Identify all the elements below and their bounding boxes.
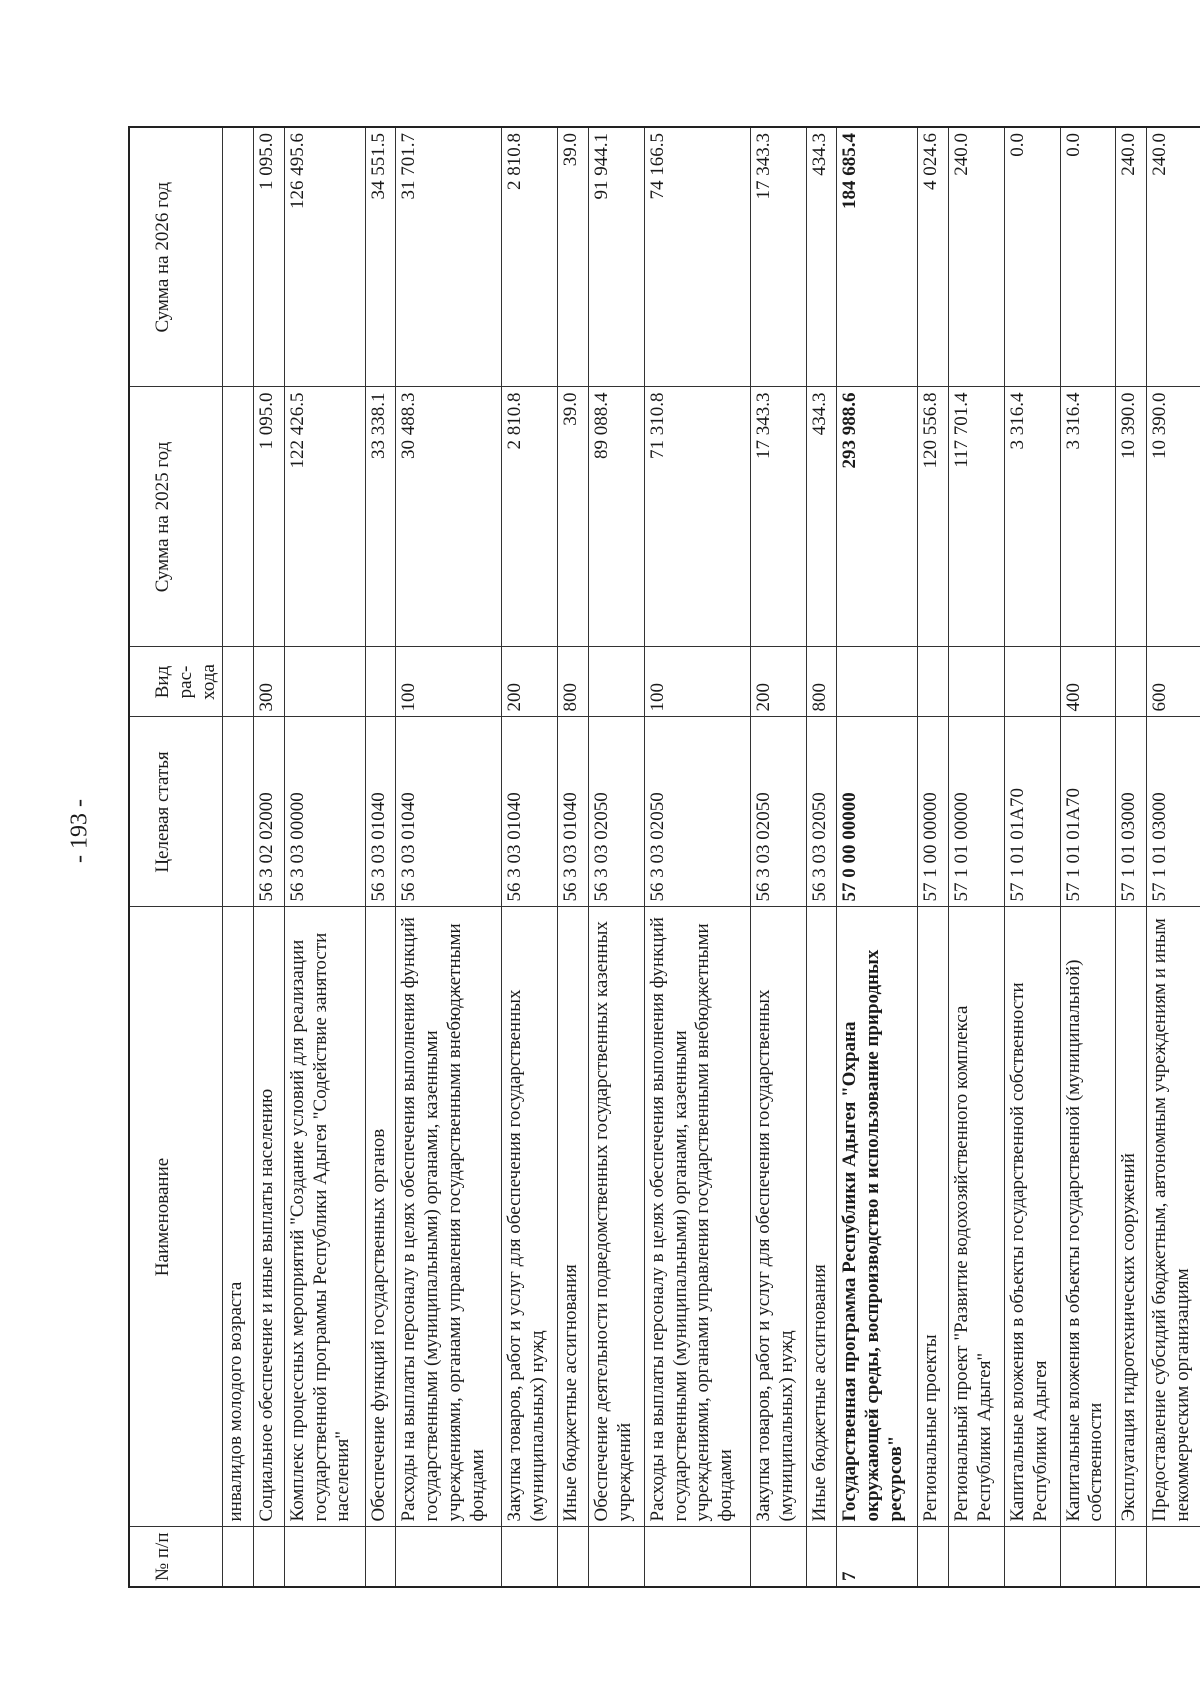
- row-target: 56 3 02 02000: [254, 717, 285, 907]
- row-sum-2026: 4 024.6: [918, 127, 949, 387]
- table-row: [948, 127, 1004, 1587]
- row-name: Капитальные вложения в объекты государственной собственности Республики Адыгея: [1004, 907, 1060, 1527]
- row-sum-2025: 71 310.8: [644, 387, 750, 647]
- row-sum-2026: 240.0: [1116, 127, 1147, 387]
- row-sum-2025: 17 343.3: [750, 387, 806, 647]
- header-num: № п/п: [129, 1527, 223, 1587]
- row-num: [396, 1527, 502, 1587]
- row-sum-2026: 39.0: [558, 127, 589, 387]
- row-expense-type: [588, 647, 644, 717]
- row-num: [223, 1527, 254, 1587]
- row-sum-2026: 434.3: [806, 127, 837, 387]
- row-target: 57 1 00 00000: [918, 717, 949, 907]
- table-header-row: [129, 127, 223, 1587]
- table-row: [837, 127, 918, 1587]
- row-name: Иные бюджетные ассигнования: [558, 907, 589, 1527]
- row-sum-2026: 1 095.0: [254, 127, 285, 387]
- row-name: Предоставление субсидий бюджетным, автономным учреждениям и иным некоммерческим организациям: [1146, 907, 1200, 1527]
- row-target: 57 1 01 03000: [1116, 717, 1147, 907]
- row-sum-2025: 3 316.4: [1004, 387, 1060, 647]
- row-target: 56 3 03 02050: [588, 717, 644, 907]
- row-expense-type: 200: [502, 647, 558, 717]
- budget-table: [128, 126, 1200, 1588]
- row-name: Расходы на выплаты персоналу в целях обеспечения выполнения функций государственными (муниципальными) органами, казенными учреждениями, органами управления государственными внебюджетными фондами: [644, 907, 750, 1527]
- row-target: 56 3 03 00000: [284, 717, 365, 907]
- row-num: [284, 1527, 365, 1587]
- row-num: [254, 1527, 285, 1587]
- row-sum-2025: 33 338.1: [365, 387, 396, 647]
- row-name: Обеспечение деятельности подведомственных государственных казенных учреждений: [588, 907, 644, 1527]
- table-row: [254, 127, 285, 1587]
- row-expense-type: 400: [1060, 647, 1116, 717]
- row-num: [1004, 1527, 1060, 1587]
- header-target: Целевая статья: [129, 717, 223, 907]
- row-sum-2026: 0.0: [1060, 127, 1116, 387]
- row-expense-type: 100: [396, 647, 502, 717]
- row-sum-2025: 1 095.0: [254, 387, 285, 647]
- row-sum-2026: 31 701.7: [396, 127, 502, 387]
- table-row: [284, 127, 365, 1587]
- row-sum-2025: 30 488.3: [396, 387, 502, 647]
- row-target: 56 3 03 01040: [558, 717, 589, 907]
- row-expense-type: 300: [254, 647, 285, 717]
- row-expense-type: [1004, 647, 1060, 717]
- row-sum-2025: 2 810.8: [502, 387, 558, 647]
- row-sum-2026: 74 166.5: [644, 127, 750, 387]
- row-num: [1116, 1527, 1147, 1587]
- row-sum-2026: 240.0: [948, 127, 1004, 387]
- row-name: Социальное обеспечение и иные выплаты населению: [254, 907, 285, 1527]
- row-sum-2025: 117 701.4: [948, 387, 1004, 647]
- row-num: [1146, 1527, 1200, 1587]
- row-sum-2026: 2 810.8: [502, 127, 558, 387]
- table-row: [1004, 127, 1060, 1587]
- row-sum-2025: 293 988.6: [837, 387, 918, 647]
- row-name: Государственная программа Республики Адыгея "Охрана окружающей среды, воспроизводство и использование природных ресурсов": [837, 907, 918, 1527]
- table-row: [750, 127, 806, 1587]
- header-sum-2025: Сумма на 2025 год: [129, 387, 223, 647]
- row-num: [918, 1527, 949, 1587]
- row-sum-2025: 10 390.0: [1116, 387, 1147, 647]
- table-row: [502, 127, 558, 1587]
- row-target: 57 1 01 01А70: [1060, 717, 1116, 907]
- table-row: [806, 127, 837, 1587]
- row-expense-type: [1116, 647, 1147, 717]
- table-row: [588, 127, 644, 1587]
- header-sum-2026: Сумма на 2026 год: [129, 127, 223, 387]
- table-row: [1060, 127, 1116, 1587]
- row-num: [1060, 1527, 1116, 1587]
- table-row: [1116, 127, 1147, 1587]
- row-sum-2026: 126 495.6: [284, 127, 365, 387]
- row-expense-type: 600: [1146, 647, 1200, 717]
- row-name: Региональный проект "Развитие водохозяйственного комплекса Республики Адыгея": [948, 907, 1004, 1527]
- table-row: [558, 127, 589, 1587]
- row-target: 57 1 01 01А70: [1004, 717, 1060, 907]
- row-name: Расходы на выплаты персоналу в целях обеспечения выполнения функций государственными (муниципальными) органами, казенными учреждениями, органами управления государственными внебюджетными фондами: [396, 907, 502, 1527]
- row-name: Эксплуатация гидротехнических сооружений: [1116, 907, 1147, 1527]
- row-target: 56 3 03 02050: [806, 717, 837, 907]
- row-expense-type: 200: [750, 647, 806, 717]
- row-name: инвалидов молодого возраста: [223, 907, 254, 1527]
- table-row: [644, 127, 750, 1587]
- row-sum-2025: 120 556.8: [918, 387, 949, 647]
- row-expense-type: 100: [644, 647, 750, 717]
- row-sum-2025: 89 088.4: [588, 387, 644, 647]
- row-num: [502, 1527, 558, 1587]
- row-expense-type: 800: [806, 647, 837, 717]
- row-sum-2025: 122 426.5: [284, 387, 365, 647]
- row-sum-2026: 184 685.4: [837, 127, 918, 387]
- row-expense-type: [918, 647, 949, 717]
- rotated-table-wrapper: [128, 128, 1200, 1588]
- row-sum-2025: 3 316.4: [1060, 387, 1116, 647]
- row-sum-2026: 34 551.5: [365, 127, 396, 387]
- row-target: 56 3 03 02050: [750, 717, 806, 907]
- row-sum-2026: [223, 127, 254, 387]
- row-target: [223, 717, 254, 907]
- row-sum-2025: 39.0: [558, 387, 589, 647]
- row-num: [588, 1527, 644, 1587]
- row-sum-2025: 10 390.0: [1146, 387, 1200, 647]
- row-target: 56 3 03 01040: [396, 717, 502, 907]
- row-expense-type: [223, 647, 254, 717]
- row-target: 57 1 01 03000: [1146, 717, 1200, 907]
- row-num: [806, 1527, 837, 1587]
- row-num: [750, 1527, 806, 1587]
- row-num: [948, 1527, 1004, 1587]
- header-expense-type: Вид рас-хода: [129, 647, 223, 717]
- row-sum-2026: 91 944.1: [588, 127, 644, 387]
- row-name: Закупка товаров, работ и услуг для обеспечения государственных (муниципальных) нужд: [502, 907, 558, 1527]
- row-sum-2026: 17 343.3: [750, 127, 806, 387]
- table-row: [223, 127, 254, 1587]
- row-expense-type: [284, 647, 365, 717]
- row-sum-2025: 434.3: [806, 387, 837, 647]
- row-name: Закупка товаров, работ и услуг для обеспечения государственных (муниципальных) нужд: [750, 907, 806, 1527]
- row-sum-2026: 240.0: [1146, 127, 1200, 387]
- row-target: 57 1 01 00000: [948, 717, 1004, 907]
- row-expense-type: [948, 647, 1004, 717]
- row-sum-2025: [223, 387, 254, 647]
- row-target: 56 3 03 01040: [365, 717, 396, 907]
- row-expense-type: [365, 647, 396, 717]
- header-name: Наименование: [129, 907, 223, 1527]
- row-num: [644, 1527, 750, 1587]
- row-target: 56 3 03 01040: [502, 717, 558, 907]
- row-name: Комплекс процессных мероприятий "Создание условий для реализации государственной программы Республики Адыгея "Содействие занятости населения": [284, 907, 365, 1527]
- row-name: Региональные проекты: [918, 907, 949, 1527]
- row-sum-2026: 0.0: [1004, 127, 1060, 387]
- table-row: [1146, 127, 1200, 1587]
- row-num: [365, 1527, 396, 1587]
- page-number: - 193 -: [66, 799, 93, 863]
- table-row: [396, 127, 502, 1587]
- row-name: Капитальные вложения в объекты государственной (муниципальной) собственности: [1060, 907, 1116, 1527]
- row-name: Иные бюджетные ассигнования: [806, 907, 837, 1527]
- row-num: 7: [837, 1527, 918, 1587]
- row-num: [558, 1527, 589, 1587]
- table-row: [365, 127, 396, 1587]
- table-row: [918, 127, 949, 1587]
- row-expense-type: [837, 647, 918, 717]
- row-target: 56 3 03 02050: [644, 717, 750, 907]
- row-expense-type: 800: [558, 647, 589, 717]
- row-name: Обеспечение функций государственных органов: [365, 907, 396, 1527]
- row-target: 57 0 00 00000: [837, 717, 918, 907]
